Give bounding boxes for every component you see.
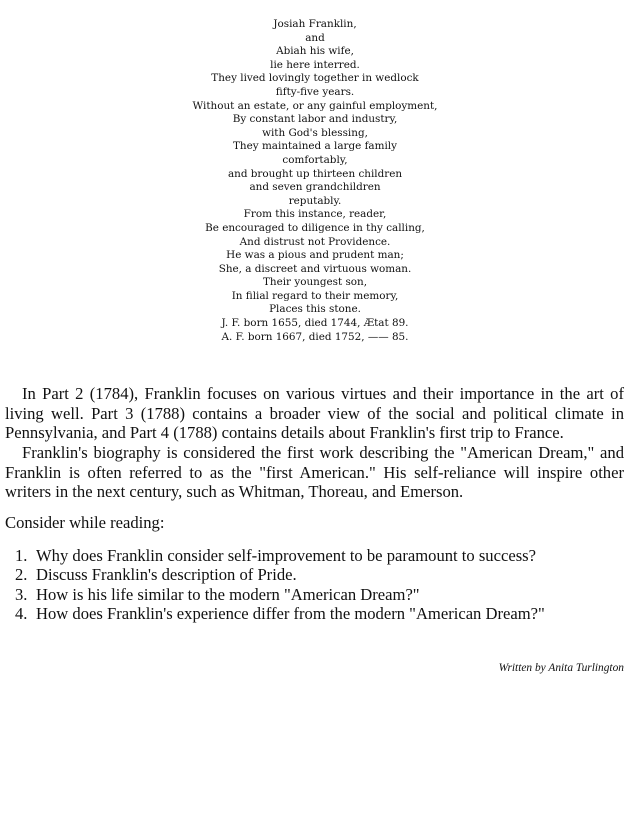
epitaph-line: By constant labor and industry, [232,113,398,126]
epitaph-line: She, a discreet and virtuous woman. [218,262,412,275]
epitaph-line: Abiah his wife, [276,45,354,58]
epitaph-line: They lived lovingly together in wedlock [211,72,419,85]
question-item [0,585,545,604]
question-list [0,546,545,623]
epitaph-line: Josiah Franklin, [273,18,357,30]
paragraph-parts: In Part 2 (1784), Franklin focuses on various virtues and their importance in the art of living well. Part 3 (1788) contains a broader view of the social and political climate in Pennsylvania, and Part 4 (1788) contains details about Franklin's first trip to France. [5,384,624,442]
epitaph-line: with God's blessing, [262,126,368,139]
question-number: 2. [15,565,28,585]
epitaph-line: reputably. [288,194,342,207]
epitaph-line: Be encouraged to diligence in thy calling, [205,221,425,234]
epitaph-line: Places this stone. [269,303,361,316]
epitaph-line: and seven grandchildren [249,181,381,194]
question-text: Discuss Franklin's description of Pride. [36,565,297,585]
question-text: How is his life similar to the modern "American Dream?" [36,584,420,604]
epitaph-line: comfortably, [282,153,348,166]
epitaph-line: and [305,31,325,44]
epitaph-line: In filial regard to their memory, [231,289,399,302]
epitaph-line: And distrust not Providence. [239,235,391,248]
consider-heading: Consider while reading: [5,513,165,532]
question-text: Why does Franklin consider self-improvement to be paramount to success? [36,546,536,565]
epitaph-line: A. F. born 1667, died 1752, —— 85. [221,330,409,343]
epitaph-line: From this instance, reader, [243,208,387,221]
epitaph-line: They maintained a large family [233,140,397,153]
question-text: How does Franklin's experience differ from the modern "American Dream?" [36,603,545,623]
epitaph-block [0,18,630,344]
question-number: 4. [15,603,28,623]
question-item [0,604,545,623]
author-credit: Written by Anita Turlington [498,662,624,674]
question-item [0,546,545,565]
question-number: 1. [15,546,28,565]
question-item [0,565,545,584]
paragraph-american-dream: Franklin's biography is considered the first work describing the "American Dream," and Franklin is often referred to as the "first American." His self-reliance will inspire other writers in the next century, such as Whitman, Thoreau, and Emerson. [5,443,624,501]
epitaph-line: Without an estate, or any gainful employment, [192,99,438,112]
epitaph-line: Their youngest son, [262,276,368,289]
epitaph-line: and brought up thirteen children [227,167,403,180]
epitaph-line: He was a pious and prudent man; [226,249,404,262]
epitaph-line: fifty-five years. [275,85,355,98]
question-number: 3. [15,584,28,604]
epitaph-line: J. F. born 1655, died 1744, Ætat 89. [221,317,409,330]
epitaph-line: lie here interred. [270,58,360,71]
